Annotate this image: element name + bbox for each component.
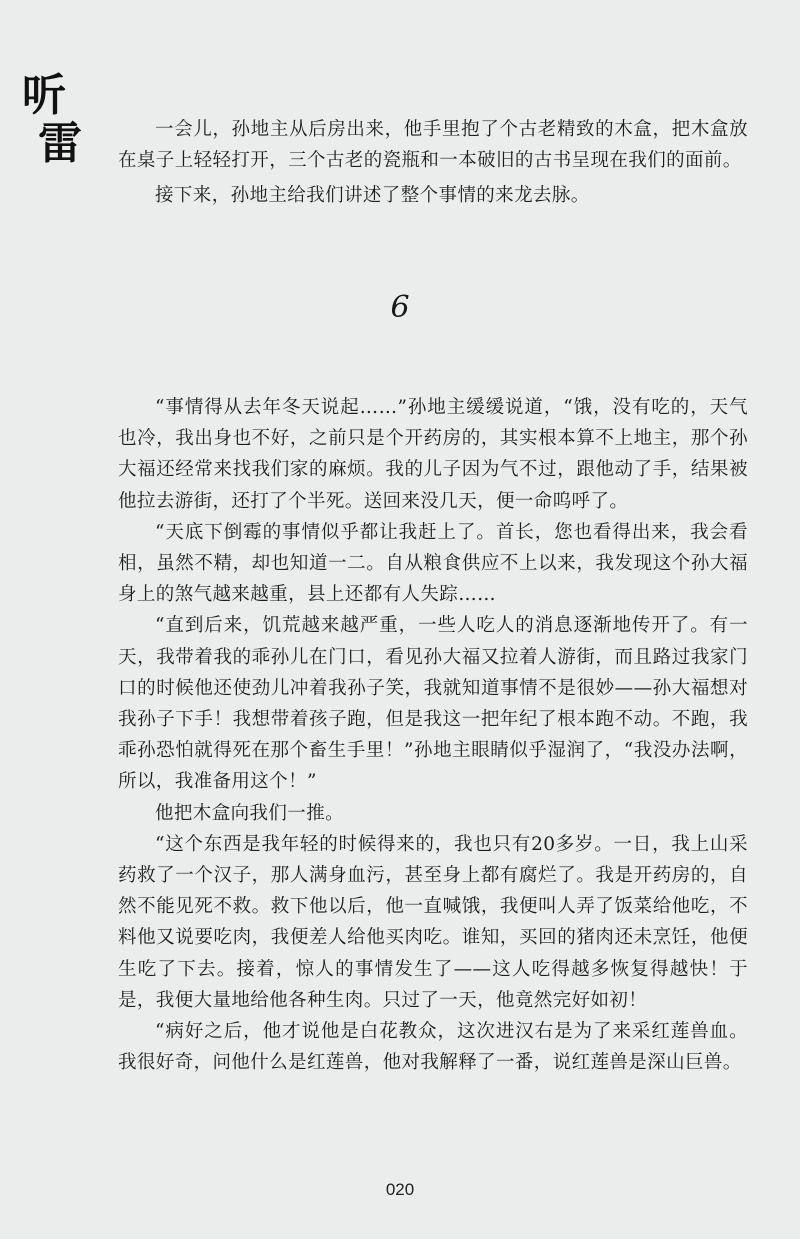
paragraph: “天底下倒霉的事情似乎都让我赶上了。首长，您也看得出来，我会看相，虽然不精，却也知道一二。自从粮食供应不上以来，我发现这个孙大福身上的煞气越来越重，县上还都有人失踪…… — [118, 521, 748, 606]
paragraph: 他把木盒向我们一推。 — [155, 802, 345, 824]
body-text-block — [118, 392, 748, 1078]
top-text-block — [118, 114, 748, 211]
paragraph: “这个东西是我年轻的时候得来的，我也只有20多岁。一日，我上山采药救了一个汉子，那人满身血污，甚至身上都有腐烂了。我是开药房的，自然不能见死不救。救下他以后，他一直喊饿，我便叫人弄了饭菜给他吃，不料他又说要吃肉，我便差人给他买肉吃。谁知，买回的猪肉还未烹饪，他便生吃了下去。接着，惊人的事情发生了——这人吃得越多恢复得越快！于是，我便大量地给他各种生肉。只过了一天，他竟然完好如初！ — [118, 833, 748, 1011]
header-char-2: 雷 — [38, 118, 82, 169]
paragraph: 接下来，孙地主给我们讲述了整个事情的来龙去脉。 — [155, 185, 590, 206]
running-header-title — [22, 70, 82, 169]
page-number: 020 — [385, 1180, 415, 1199]
chapter-number: 6 — [390, 290, 410, 325]
paragraph: “病好之后，他才说他是白花教众，这次进汉右是为了来采红莲兽血。我很好奇，问他什么是红莲兽，他对我解释了一番，说红莲兽是深山巨兽。 — [118, 1021, 748, 1074]
paragraph: “事情得从去年冬天说起……”孙地主缓缓说道，“饿，没有吃的，天气也冷，我出身也不好，之前只是个开药房的，其实根本算不上地主，那个孙大福还经常来找我们家的麻烦。我的儿子因为气不过，跟他动了手，结果被他拉去游街，还打了个半死。送回来没几天，便一命呜呼了。 — [118, 397, 748, 512]
paragraph: 一会儿，孙地主从后房出来，他手里抱了个古老精致的木盒，把木盒放在桌子上轻轻打开，三个古老的瓷瓶和一本破旧的古书呈现在我们的面前。 — [118, 119, 748, 171]
paragraph: “直到后来，饥荒越来越严重，一些人吃人的消息逐渐地传开了。有一天，我带着我的乖孙儿在门口，看见孙大福又拉着人游街，而且路过我家门口的时候他还使劲儿冲着我孙子笑，我就知道事情不是很妙——孙大福想对我孙子下手！我想带着孩子跑，但是我这一把年纪了根本跑不动。不跑，我乖孙恐怕就得死在那个畜生手里！”孙地主眼睛似乎湿润了，“我没办法啊，所以，我准备用这个！” — [118, 615, 748, 793]
header-char-1: 听 — [22, 70, 66, 121]
